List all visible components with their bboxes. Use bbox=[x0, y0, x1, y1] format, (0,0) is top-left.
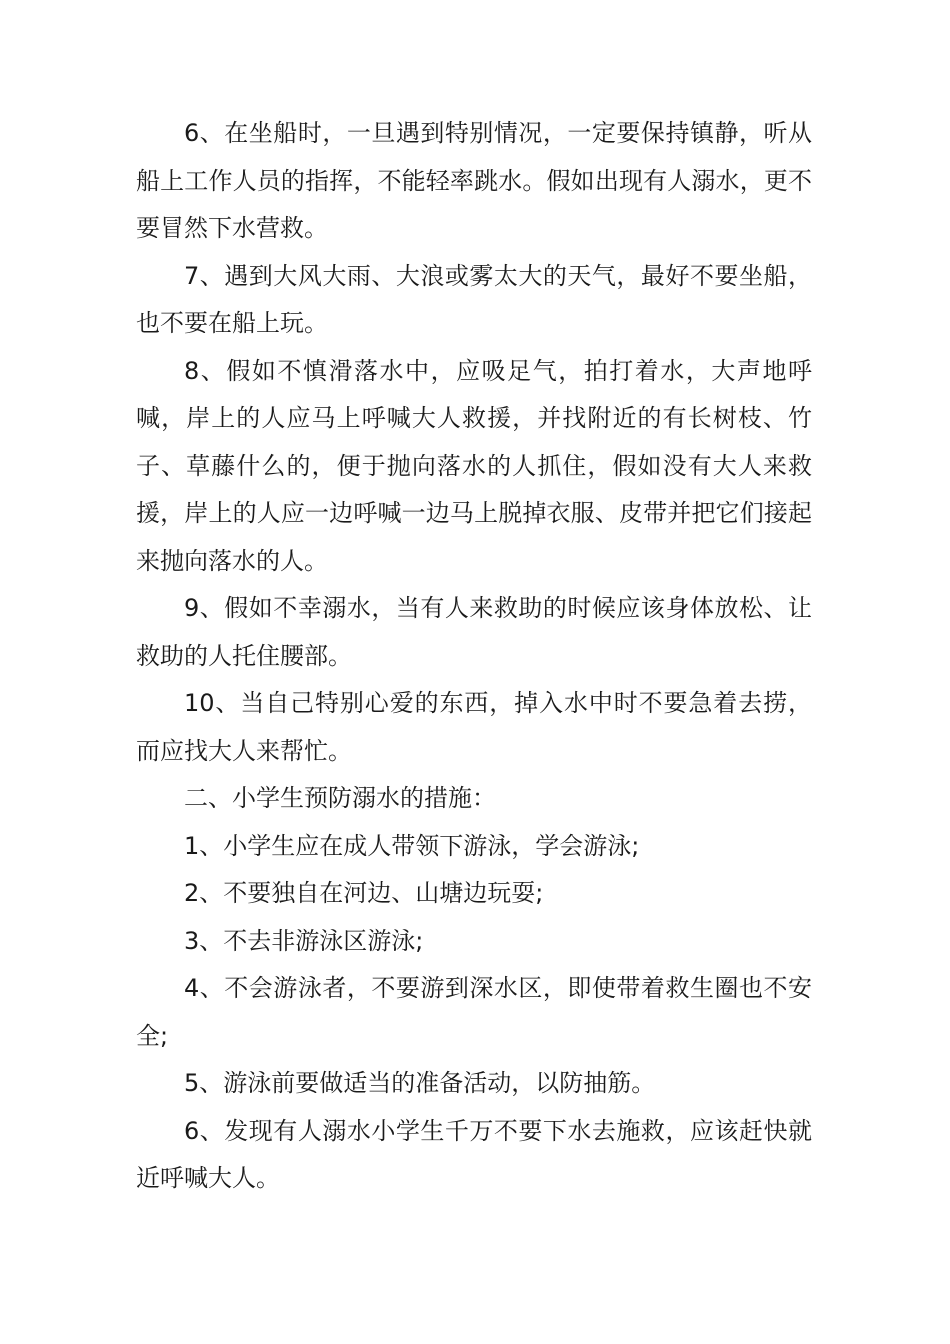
document-body bbox=[136, 110, 812, 1203]
list-item-adult-supervision: 1、小学生应在成人带领下游泳，学会游泳; bbox=[184, 831, 640, 860]
list-item-no-unsafe-areas: 3、不去非游泳区游泳; bbox=[184, 926, 424, 955]
list-item-warm-up: 5、游泳前要做适当的准备活动，以防抽筋。 bbox=[184, 1069, 656, 1097]
list-item-call-adults: 6、发现有人溺水小学生千万不要下水去施救，应该赶快就近呼喊大人。 bbox=[136, 1116, 812, 1192]
paragraph-lost-item: 10、当自己特别心爱的东西，掉入水中时不要急着去捞，而应找大人来帮忙。 bbox=[136, 689, 812, 765]
paragraph-drowning-relax: 9、假如不幸溺水，当有人来救助的时候应该身体放松、让救助的人托住腰部。 bbox=[136, 594, 812, 670]
section-heading-prevention: 二、小学生预防溺水的措施： bbox=[184, 784, 496, 812]
list-item-no-deep-water: 4、不会游泳者，不要游到深水区，即使带着救生圈也不安全; bbox=[136, 974, 812, 1050]
paragraph-boat-calm: 6、在坐船时，一旦遇到特别情况，一定要保持镇静，听从船上工作人员的指挥，不能轻率跳水。假如出现有人溺水，更不要冒然下水营救。 bbox=[136, 119, 812, 242]
paragraph-bad-weather: 7、遇到大风大雨、大浪或雾太大的天气，最好不要坐船，也不要在船上玩。 bbox=[136, 261, 812, 337]
paragraph-falling-in-water: 8、假如不慎滑落水中，应吸足气，拍打着水，大声地呼喊，岸上的人应马上呼喊大人救援，并找附近的有长树枝、竹子、草藤什么的，便于抛向落水的人抓住，假如没有大人来救援，岸上的人应一边呼喊一边马上脱掉衣服、皮带并把它们接起来抛向落水的人。 bbox=[136, 356, 812, 575]
list-item-no-riverside-play: 2、不要独自在河边、山塘边玩耍; bbox=[184, 879, 544, 907]
